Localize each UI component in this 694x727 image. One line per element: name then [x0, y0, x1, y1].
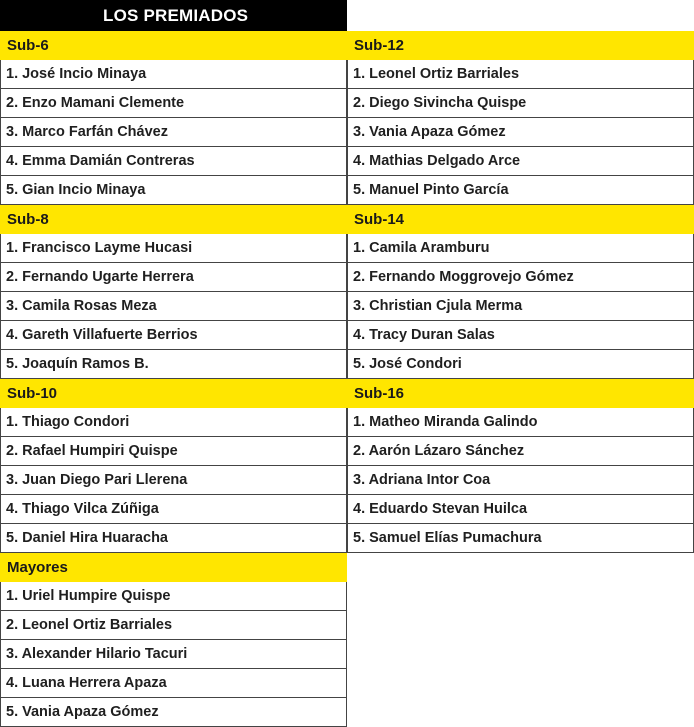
list-item: 2. Aarón Lázaro Sánchez — [347, 437, 694, 466]
list-item: 5. Gian Incio Minaya — [0, 176, 347, 205]
list-item: 1. Uriel Humpire Quispe — [0, 582, 347, 611]
category-header: Sub-14 — [347, 205, 694, 234]
list-item: 2. Fernando Ugarte Herrera — [0, 263, 347, 292]
list-item: 1. Leonel Ortiz Barriales — [347, 60, 694, 89]
category-sub-14 — [347, 205, 694, 379]
list-item: 4. Eduardo Stevan Huilca — [347, 495, 694, 524]
category-sub-8 — [0, 205, 347, 379]
list-item: 5. Manuel Pinto García — [347, 176, 694, 205]
category-header: Sub-8 — [0, 205, 347, 234]
left-column — [0, 31, 347, 727]
list-item: 4. Luana Herrera Apaza — [0, 669, 347, 698]
list-item: 3. Vania Apaza Gómez — [347, 118, 694, 147]
list-item: 3. Adriana Intor Coa — [347, 466, 694, 495]
list-item: 5. José Condori — [347, 350, 694, 379]
category-header: Sub-12 — [347, 31, 694, 60]
list-item: 1. Francisco Layme Hucasi — [0, 234, 347, 263]
category-mayores — [0, 553, 347, 727]
list-item: 1. Thiago Condori — [0, 408, 347, 437]
list-item: 2. Leonel Ortiz Barriales — [0, 611, 347, 640]
list-item: 4. Tracy Duran Salas — [347, 321, 694, 350]
list-item: 2. Fernando Moggrovejo Gómez — [347, 263, 694, 292]
category-sub-6 — [0, 31, 347, 205]
list-item: 1. Camila Aramburu — [347, 234, 694, 263]
list-item: 4. Mathias Delgado Arce — [347, 147, 694, 176]
list-item: 3. Christian Cjula Merma — [347, 292, 694, 321]
category-header: Sub-16 — [347, 379, 694, 408]
list-item: 4. Gareth Villafuerte Berrios — [0, 321, 347, 350]
list-item: 4. Emma Damián Contreras — [0, 147, 347, 176]
category-header: Sub-6 — [0, 31, 347, 60]
list-item: 1. José Incio Minaya — [0, 60, 347, 89]
list-item: 3. Camila Rosas Meza — [0, 292, 347, 321]
list-item: 3. Marco Farfán Chávez — [0, 118, 347, 147]
list-item: 2. Rafael Humpiri Quispe — [0, 437, 347, 466]
category-header: Sub-10 — [0, 379, 347, 408]
list-item: 2. Diego Sivincha Quispe — [347, 89, 694, 118]
right-column — [347, 31, 694, 553]
list-item: 5. Vania Apaza Gómez — [0, 698, 347, 727]
category-sub-16 — [347, 379, 694, 553]
list-item: 3. Juan Diego Pari Llerena — [0, 466, 347, 495]
list-item: 3. Alexander Hilario Tacuri — [0, 640, 347, 669]
list-item: 5. Daniel Hira Huaracha — [0, 524, 347, 553]
category-header: Mayores — [0, 553, 347, 582]
list-item: 5. Joaquín Ramos B. — [0, 350, 347, 379]
page-title: LOS PREMIADOS — [0, 0, 347, 31]
list-item: 4. Thiago Vilca Zúñiga — [0, 495, 347, 524]
list-item: 2. Enzo Mamani Clemente — [0, 89, 347, 118]
category-sub-12 — [347, 31, 694, 205]
list-item: 1. Matheo Miranda Galindo — [347, 408, 694, 437]
list-item: 5. Samuel Elías Pumachura — [347, 524, 694, 553]
category-sub-10 — [0, 379, 347, 553]
